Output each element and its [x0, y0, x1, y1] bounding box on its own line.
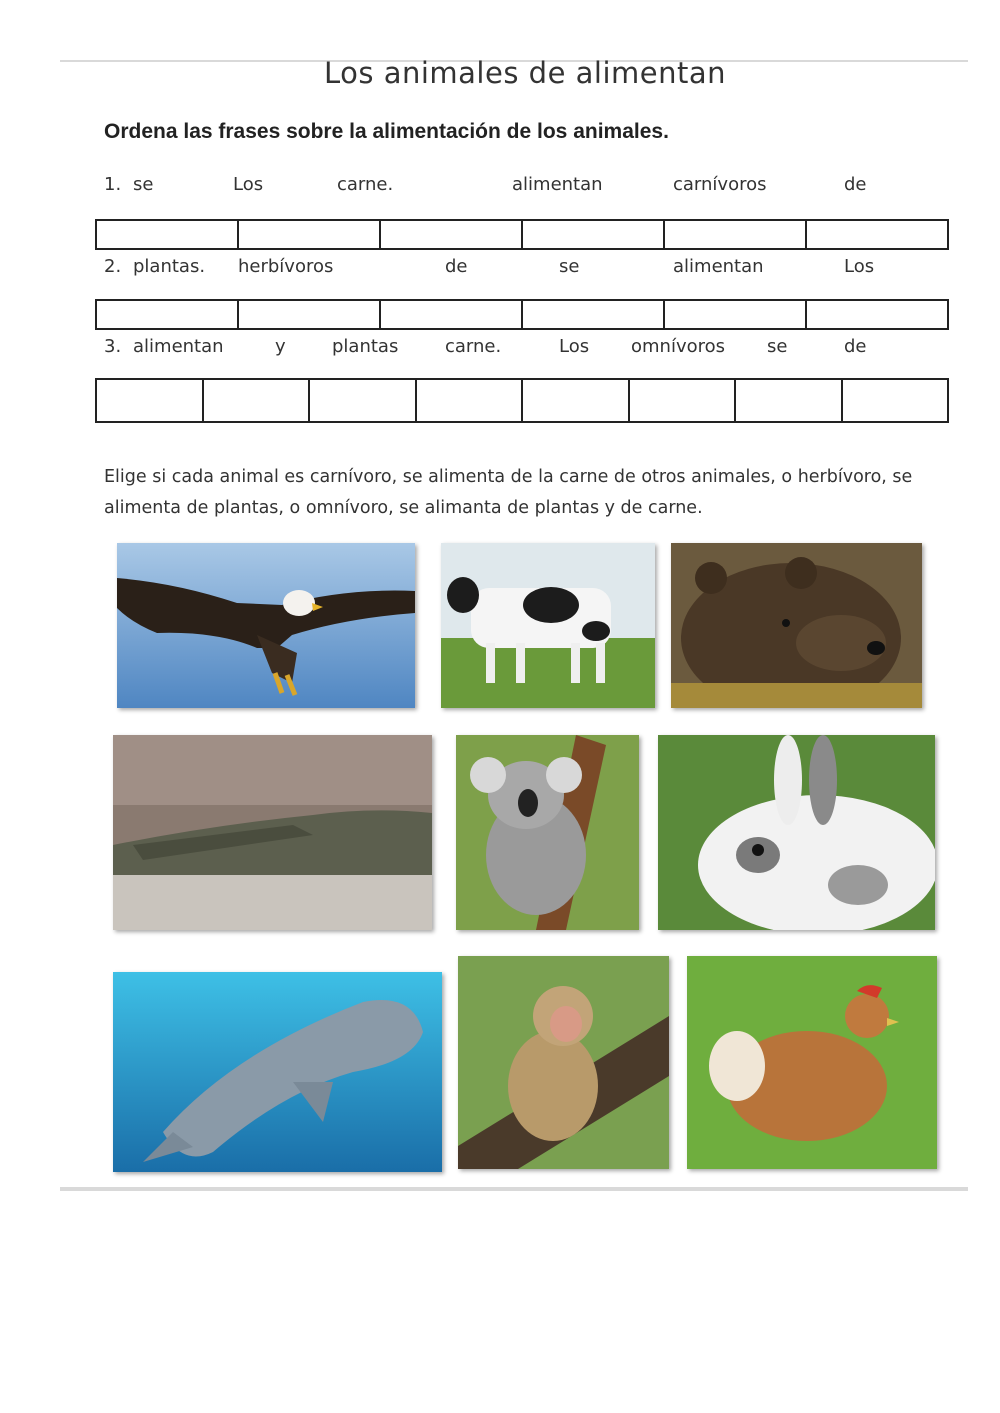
- word-chip[interactable]: de: [445, 256, 468, 277]
- word-chip[interactable]: se: [767, 336, 788, 357]
- hen-photo[interactable]: [687, 956, 937, 1169]
- answer-box[interactable]: [417, 380, 524, 421]
- word-chip[interactable]: se: [133, 174, 154, 195]
- word-chip[interactable]: carne.: [337, 174, 394, 195]
- word-chip[interactable]: Los: [559, 336, 590, 357]
- word-chip[interactable]: herbívoros: [238, 256, 334, 277]
- word-chip[interactable]: plantas: [332, 336, 399, 357]
- word-chip[interactable]: alimentan: [133, 336, 224, 357]
- answer-box[interactable]: [665, 301, 807, 328]
- page-title: Los animales de alimentan: [323, 56, 727, 90]
- answer-box[interactable]: [239, 301, 381, 328]
- answer-box[interactable]: [736, 380, 843, 421]
- monkey-photo[interactable]: [458, 956, 669, 1169]
- answer-box[interactable]: [630, 380, 737, 421]
- answer-box[interactable]: [239, 221, 381, 248]
- answer-box[interactable]: [381, 301, 523, 328]
- answer-box[interactable]: [381, 221, 523, 248]
- answer-box[interactable]: [665, 221, 807, 248]
- answer-box[interactable]: [807, 301, 947, 328]
- answer-box[interactable]: [523, 301, 665, 328]
- sentence-2-answer-row: [95, 299, 949, 330]
- sentence-1-words: [104, 174, 954, 200]
- sentence-number: 3.: [104, 336, 122, 357]
- answer-box[interactable]: [843, 380, 948, 421]
- eagle-photo[interactable]: [117, 543, 415, 708]
- word-chip[interactable]: de: [844, 336, 867, 357]
- word-chip[interactable]: de: [844, 174, 867, 195]
- word-chip[interactable]: y: [275, 336, 286, 357]
- answer-box[interactable]: [97, 301, 239, 328]
- koala-photo[interactable]: [456, 735, 639, 930]
- word-chip[interactable]: se: [559, 256, 580, 277]
- word-chip[interactable]: alimentan: [673, 256, 764, 277]
- answer-box[interactable]: [523, 380, 630, 421]
- bear-photo[interactable]: [671, 543, 922, 708]
- word-chip[interactable]: Los: [844, 256, 875, 277]
- sentence-1-answer-row: [95, 219, 949, 250]
- instruction-heading: Ordena las frases sobre la alimentación de los animales.: [104, 120, 669, 143]
- dolphin-photo[interactable]: [113, 972, 442, 1172]
- word-chip[interactable]: alimentan: [512, 174, 603, 195]
- rabbit-photo[interactable]: [658, 735, 935, 930]
- word-chip[interactable]: plantas.: [133, 256, 206, 277]
- sentence-2-words: [104, 256, 954, 282]
- answer-box[interactable]: [807, 221, 947, 248]
- answer-box[interactable]: [310, 380, 417, 421]
- sentence-number: 2.: [104, 256, 122, 277]
- sentence-3-words: [104, 336, 954, 362]
- answer-box[interactable]: [204, 380, 311, 421]
- sentence-number: 1.: [104, 174, 122, 195]
- word-chip[interactable]: Los: [233, 174, 264, 195]
- answer-box[interactable]: [97, 221, 239, 248]
- classify-instructions: Elige si cada animal es carnívoro, se alimenta de la carne de otros animales, o herbívoro, se alimenta de plantas, o omnívoro, se alimanta de plantas y de carne.: [104, 467, 913, 518]
- word-chip[interactable]: carnívoros: [673, 174, 767, 195]
- answer-box[interactable]: [97, 380, 204, 421]
- cow-photo[interactable]: [441, 543, 655, 708]
- sentence-3-answer-row: [95, 378, 949, 423]
- crocodile-photo[interactable]: [113, 735, 432, 930]
- answer-box[interactable]: [523, 221, 665, 248]
- word-chip[interactable]: omnívoros: [631, 336, 726, 357]
- bottom-rule: [60, 1187, 968, 1191]
- word-chip[interactable]: carne.: [445, 336, 502, 357]
